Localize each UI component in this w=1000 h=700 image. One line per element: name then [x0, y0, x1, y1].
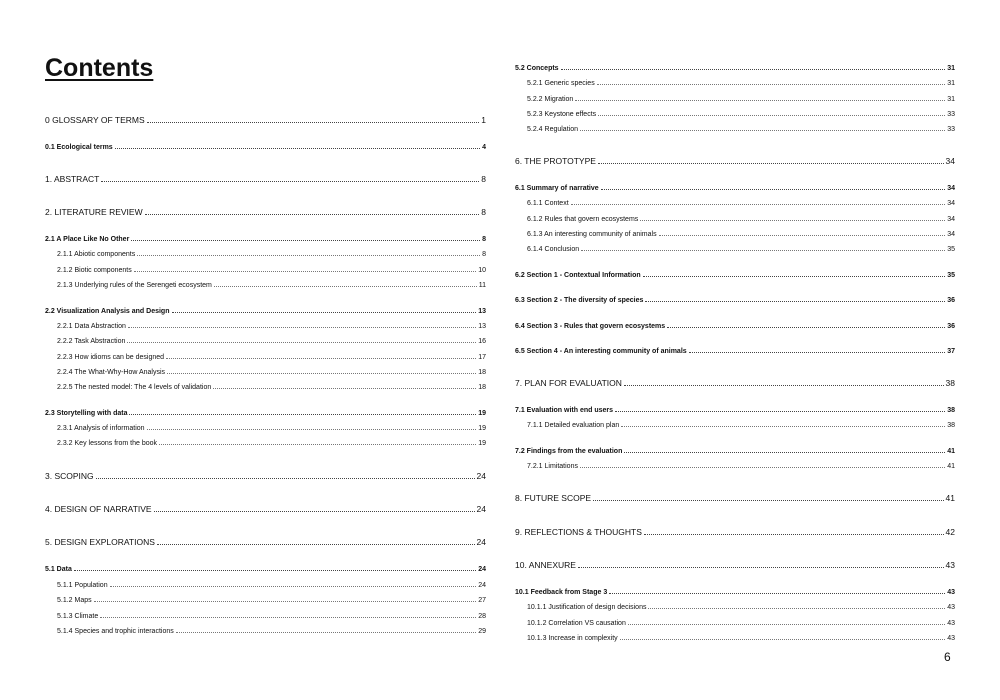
- dot-leader: [689, 352, 946, 353]
- toc-entry-title: 5.2.2 Migration: [527, 96, 574, 103]
- dot-leader: [101, 181, 479, 182]
- toc-entry[interactable]: [515, 80, 955, 87]
- toc-entry-title: 7.2 Findings from the evaluation: [515, 448, 623, 455]
- toc-entry[interactable]: [45, 566, 486, 573]
- toc-entry-title: 0.1 Ecological terms: [45, 144, 113, 151]
- toc-entry[interactable]: [515, 185, 955, 192]
- toc-entry-title: 5.1.2 Maps: [57, 597, 92, 604]
- toc-entry-page: 29: [478, 628, 486, 635]
- dot-leader: [115, 148, 480, 149]
- dot-leader: [145, 214, 480, 215]
- toc-entry-page: 19: [478, 440, 486, 447]
- toc-entry[interactable]: [515, 589, 955, 596]
- dot-leader: [624, 385, 944, 386]
- toc-entry-page: 17: [478, 354, 486, 361]
- toc-entry[interactable]: [515, 126, 955, 133]
- toc-entry[interactable]: [45, 410, 486, 417]
- toc-entry-title: 6.1 Summary of narrative: [515, 185, 599, 192]
- dot-leader: [644, 534, 944, 535]
- toc-entry-title: 10.1.1 Justification of design decisions: [527, 604, 647, 611]
- dot-leader: [580, 130, 945, 131]
- toc-entry-page: 43: [947, 620, 955, 627]
- toc-entry-page: 13: [478, 308, 486, 315]
- toc-entry-page: 33: [947, 126, 955, 133]
- toc-entry-title: 7.1 Evaluation with end users: [515, 407, 614, 414]
- toc-entry-title: 2.3.1 Analysis of information: [57, 425, 145, 432]
- toc-entry[interactable]: [515, 620, 955, 627]
- toc-entry[interactable]: [45, 323, 486, 330]
- toc-entry-page: 31: [947, 65, 955, 72]
- toc-entry-title: 5.2.1 Generic species: [527, 80, 595, 87]
- toc-entry-title: 10.1 Feedback from Stage 3: [515, 589, 608, 596]
- toc-entry-title: 10.1.2 Correlation VS causation: [527, 620, 626, 627]
- toc-entry-title: 2.2.2 Task Abstraction: [57, 338, 126, 345]
- toc-entry-page: 19: [478, 425, 486, 432]
- toc-entry-page: 10: [478, 267, 486, 274]
- dot-leader: [74, 570, 476, 571]
- toc-entry[interactable]: [45, 308, 486, 315]
- toc-entry[interactable]: [45, 613, 486, 620]
- page-number: 6: [944, 650, 951, 664]
- toc-entry-page: 16: [478, 338, 486, 345]
- dot-leader: [581, 250, 945, 251]
- toc-entry[interactable]: [45, 282, 486, 289]
- toc-entry-title: 6. THE PROTOTYPE: [515, 156, 596, 166]
- toc-entry-page: 38: [947, 407, 955, 414]
- dot-leader: [147, 122, 480, 123]
- toc-entry[interactable]: [515, 156, 955, 166]
- dot-leader: [131, 240, 480, 241]
- toc-entry-title: 6.5 Section 4 - An interesting community of animals: [515, 348, 687, 355]
- toc-entry[interactable]: [45, 236, 486, 243]
- toc-entry[interactable]: [45, 338, 486, 345]
- toc-entry-page: 8: [481, 174, 486, 184]
- toc-entry-title: 10.1.3 Increase in complexity: [527, 635, 618, 642]
- toc-entry-page: 41: [947, 448, 955, 455]
- toc-entry[interactable]: [45, 628, 486, 635]
- toc-entry-title: 5.1.1 Population: [57, 582, 108, 589]
- dot-leader: [645, 301, 945, 302]
- dot-leader: [128, 327, 476, 328]
- toc-entry[interactable]: [45, 504, 486, 514]
- toc-entry-title: 9. REFLECTIONS & THOUGHTS: [515, 527, 642, 537]
- toc-entry-page: 24: [476, 504, 486, 514]
- toc-entry-page: 35: [947, 272, 955, 279]
- toc-entry[interactable]: [45, 251, 486, 258]
- dot-leader: [643, 276, 946, 277]
- toc-entry-title: 2.2.5 The nested model: The 4 levels of validation: [57, 384, 212, 391]
- toc-entry-title: 2.1.1 Abiotic components: [57, 251, 136, 258]
- toc-entry-page: 33: [947, 111, 955, 118]
- toc-entry-title: 2.2.3 How idioms can be designed: [57, 354, 165, 361]
- toc-entry-page: 43: [947, 635, 955, 642]
- toc-entry-title: 5.1.3 Climate: [57, 613, 99, 620]
- toc-entry-page: 11: [478, 282, 486, 289]
- toc-entry[interactable]: [45, 471, 486, 481]
- toc-entry-page: 43: [945, 560, 955, 570]
- dot-leader: [571, 204, 946, 205]
- toc-entry-page: 38: [947, 422, 955, 429]
- toc-entry-page: 38: [945, 378, 955, 388]
- toc-entry-title: 2.1.3 Underlying rules of the Serengeti ecosystem: [57, 282, 212, 289]
- toc-entry[interactable]: [45, 440, 486, 447]
- toc-entry[interactable]: [515, 635, 955, 642]
- dot-leader: [137, 255, 480, 256]
- toc-entry-page: 34: [947, 231, 955, 238]
- dot-leader: [621, 426, 945, 427]
- toc-entry-title: 4. DESIGN OF NARRATIVE: [45, 504, 152, 514]
- toc-entry[interactable]: [45, 582, 486, 589]
- toc-entry[interactable]: [515, 407, 955, 414]
- toc-entry-title: 6.3 Section 2 - The diversity of species: [515, 297, 644, 304]
- toc-entry-title: 2. LITERATURE REVIEW: [45, 207, 143, 217]
- toc-entry-page: 19: [478, 410, 486, 417]
- toc-entry[interactable]: [515, 96, 955, 103]
- toc-entry-page: 27: [478, 597, 486, 604]
- toc-entry-title: 7. PLAN FOR EVALUATION: [515, 378, 622, 388]
- toc-entry-page: 34: [947, 185, 955, 192]
- toc-entry-title: 10. ANNEXURE: [515, 560, 576, 570]
- toc-entry-page: 35: [947, 246, 955, 253]
- toc-entry-page: 28: [478, 613, 486, 620]
- toc-entry-title: 5.1 Data: [45, 566, 72, 573]
- dot-leader: [624, 452, 945, 453]
- toc-entry-title: 6.2 Section 1 - Contextual Information: [515, 272, 641, 279]
- toc-entry-page: 43: [947, 604, 955, 611]
- toc-entry-page: 43: [947, 589, 955, 596]
- toc-entry-title: 2.3 Storytelling with data: [45, 410, 128, 417]
- page-title: Contents: [45, 54, 154, 82]
- dot-leader: [575, 100, 945, 101]
- dot-leader: [159, 444, 476, 445]
- toc-entry-page: 42: [945, 527, 955, 537]
- dot-leader: [601, 189, 946, 190]
- toc-entry[interactable]: [45, 144, 486, 151]
- dot-leader: [640, 220, 945, 221]
- dot-leader: [147, 429, 477, 430]
- dot-leader: [172, 312, 477, 313]
- toc-entry-title: 6.1.4 Conclusion: [527, 246, 580, 253]
- dot-leader: [667, 327, 945, 328]
- toc-entry[interactable]: [515, 527, 955, 537]
- dot-leader: [598, 115, 945, 116]
- dot-leader: [134, 271, 476, 272]
- toc-entry[interactable]: [515, 604, 955, 611]
- toc-entry[interactable]: [515, 348, 955, 355]
- dot-leader: [96, 478, 475, 479]
- toc-entry-page: 41: [945, 493, 955, 503]
- toc-entry[interactable]: [515, 560, 955, 570]
- toc-entry[interactable]: [515, 448, 955, 455]
- toc-entry-page: 8: [482, 236, 486, 243]
- dot-leader: [154, 511, 475, 512]
- toc-entry-page: 18: [478, 384, 486, 391]
- dot-leader: [166, 358, 476, 359]
- dot-leader: [94, 601, 477, 602]
- toc-entry-title: 6.1.3 An interesting community of animals: [527, 231, 657, 238]
- toc-entry-page: 34: [947, 216, 955, 223]
- toc-entry[interactable]: [45, 267, 486, 274]
- toc-entry-page: 37: [947, 348, 955, 355]
- toc-entry[interactable]: [515, 378, 955, 388]
- toc-entry-page: 36: [947, 297, 955, 304]
- toc-entry-title: 2.1.2 Biotic components: [57, 267, 132, 274]
- toc-entry[interactable]: [515, 422, 955, 429]
- toc-entry[interactable]: [515, 246, 955, 253]
- toc-entry[interactable]: [45, 174, 486, 184]
- toc-entry-title: 5. DESIGN EXPLORATIONS: [45, 537, 155, 547]
- toc-entry-page: 24: [478, 582, 486, 589]
- toc-entry[interactable]: [45, 207, 486, 217]
- dot-leader: [615, 411, 945, 412]
- dot-leader: [609, 593, 945, 594]
- dot-leader: [167, 373, 476, 374]
- toc-entry[interactable]: [45, 425, 486, 432]
- toc-entry[interactable]: [515, 323, 955, 330]
- toc-entry[interactable]: [515, 216, 955, 223]
- toc-entry-title: 2.3.2 Key lessons from the book: [57, 440, 157, 447]
- dot-leader: [129, 414, 476, 415]
- toc-entry-page: 4: [482, 144, 486, 151]
- toc-entry-title: 2.2.1 Data Abstraction: [57, 323, 126, 330]
- toc-entry-title: 2.1 A Place Like No Other: [45, 236, 130, 243]
- dot-leader: [580, 467, 945, 468]
- dot-leader: [593, 500, 943, 501]
- toc-entry-title: 6.1.2 Rules that govern ecosystems: [527, 216, 639, 223]
- toc-entry-title: 3. SCOPING: [45, 471, 94, 481]
- toc-entry-page: 34: [945, 156, 955, 166]
- dot-leader: [100, 617, 476, 618]
- toc-entry[interactable]: [515, 493, 955, 503]
- toc-entry-title: 6.1.1 Context: [527, 200, 569, 207]
- toc-entry[interactable]: [515, 463, 955, 470]
- toc-entry[interactable]: [515, 200, 955, 207]
- toc-entry-title: 2.2 Visualization Analysis and Design: [45, 308, 170, 315]
- toc-entry[interactable]: [515, 65, 955, 72]
- toc-entry-title: 5.2 Concepts: [515, 65, 559, 72]
- toc-entry-title: 5.1.4 Species and trophic interactions: [57, 628, 174, 635]
- dot-leader: [659, 235, 946, 236]
- toc-entry-page: 24: [476, 471, 486, 481]
- dot-leader: [597, 84, 946, 85]
- toc-entry[interactable]: [45, 597, 486, 604]
- toc-entry-page: 13: [478, 323, 486, 330]
- toc-entry-page: 18: [478, 369, 486, 376]
- toc-entry-page: 41: [947, 463, 955, 470]
- toc-entry-title: 7.2.1 Limitations: [527, 463, 578, 470]
- toc-entry-page: 31: [947, 96, 955, 103]
- dot-leader: [176, 632, 476, 633]
- toc-entry[interactable]: [515, 272, 955, 279]
- toc-entry-title: 2.2.4 The What-Why-How Analysis: [57, 369, 166, 376]
- toc-entry-page: 1: [481, 115, 486, 125]
- toc-entry-page: 34: [947, 200, 955, 207]
- toc-entry-page: 24: [476, 537, 486, 547]
- toc-entry[interactable]: [515, 111, 955, 118]
- toc-entry[interactable]: [45, 369, 486, 376]
- toc-entry-page: 31: [947, 80, 955, 87]
- toc-entry-title: 7.1.1 Detailed evaluation plan: [527, 422, 620, 429]
- dot-leader: [598, 163, 944, 164]
- toc-entry-page: 8: [481, 207, 486, 217]
- dot-leader: [157, 544, 475, 545]
- dot-leader: [213, 388, 476, 389]
- dot-leader: [620, 639, 946, 640]
- toc-entry-page: 24: [478, 566, 486, 573]
- toc-entry[interactable]: [515, 231, 955, 238]
- dot-leader: [127, 342, 476, 343]
- toc-entry-title: 5.2.4 Regulation: [527, 126, 578, 133]
- dot-leader: [628, 624, 945, 625]
- toc-entry[interactable]: [45, 354, 486, 361]
- toc-entry[interactable]: [45, 384, 486, 391]
- toc-entry-title: 8. FUTURE SCOPE: [515, 493, 592, 503]
- toc-entry-title: 0 GLOSSARY OF TERMS: [45, 115, 145, 125]
- dot-leader: [648, 608, 945, 609]
- dot-leader: [578, 567, 944, 568]
- dot-leader: [110, 586, 477, 587]
- toc-entry-title: 5.2.3 Keystone effects: [527, 111, 597, 118]
- toc-entry[interactable]: [515, 297, 955, 304]
- toc-entry-title: 1. ABSTRACT: [45, 174, 100, 184]
- toc-entry[interactable]: [45, 115, 486, 125]
- toc-entry[interactable]: [45, 537, 486, 547]
- dot-leader: [561, 69, 946, 70]
- dot-leader: [214, 286, 477, 287]
- toc-entry-page: 36: [947, 323, 955, 330]
- toc-entry-title: 6.4 Section 3 - Rules that govern ecosystems: [515, 323, 666, 330]
- toc-entry-page: 8: [482, 251, 486, 258]
